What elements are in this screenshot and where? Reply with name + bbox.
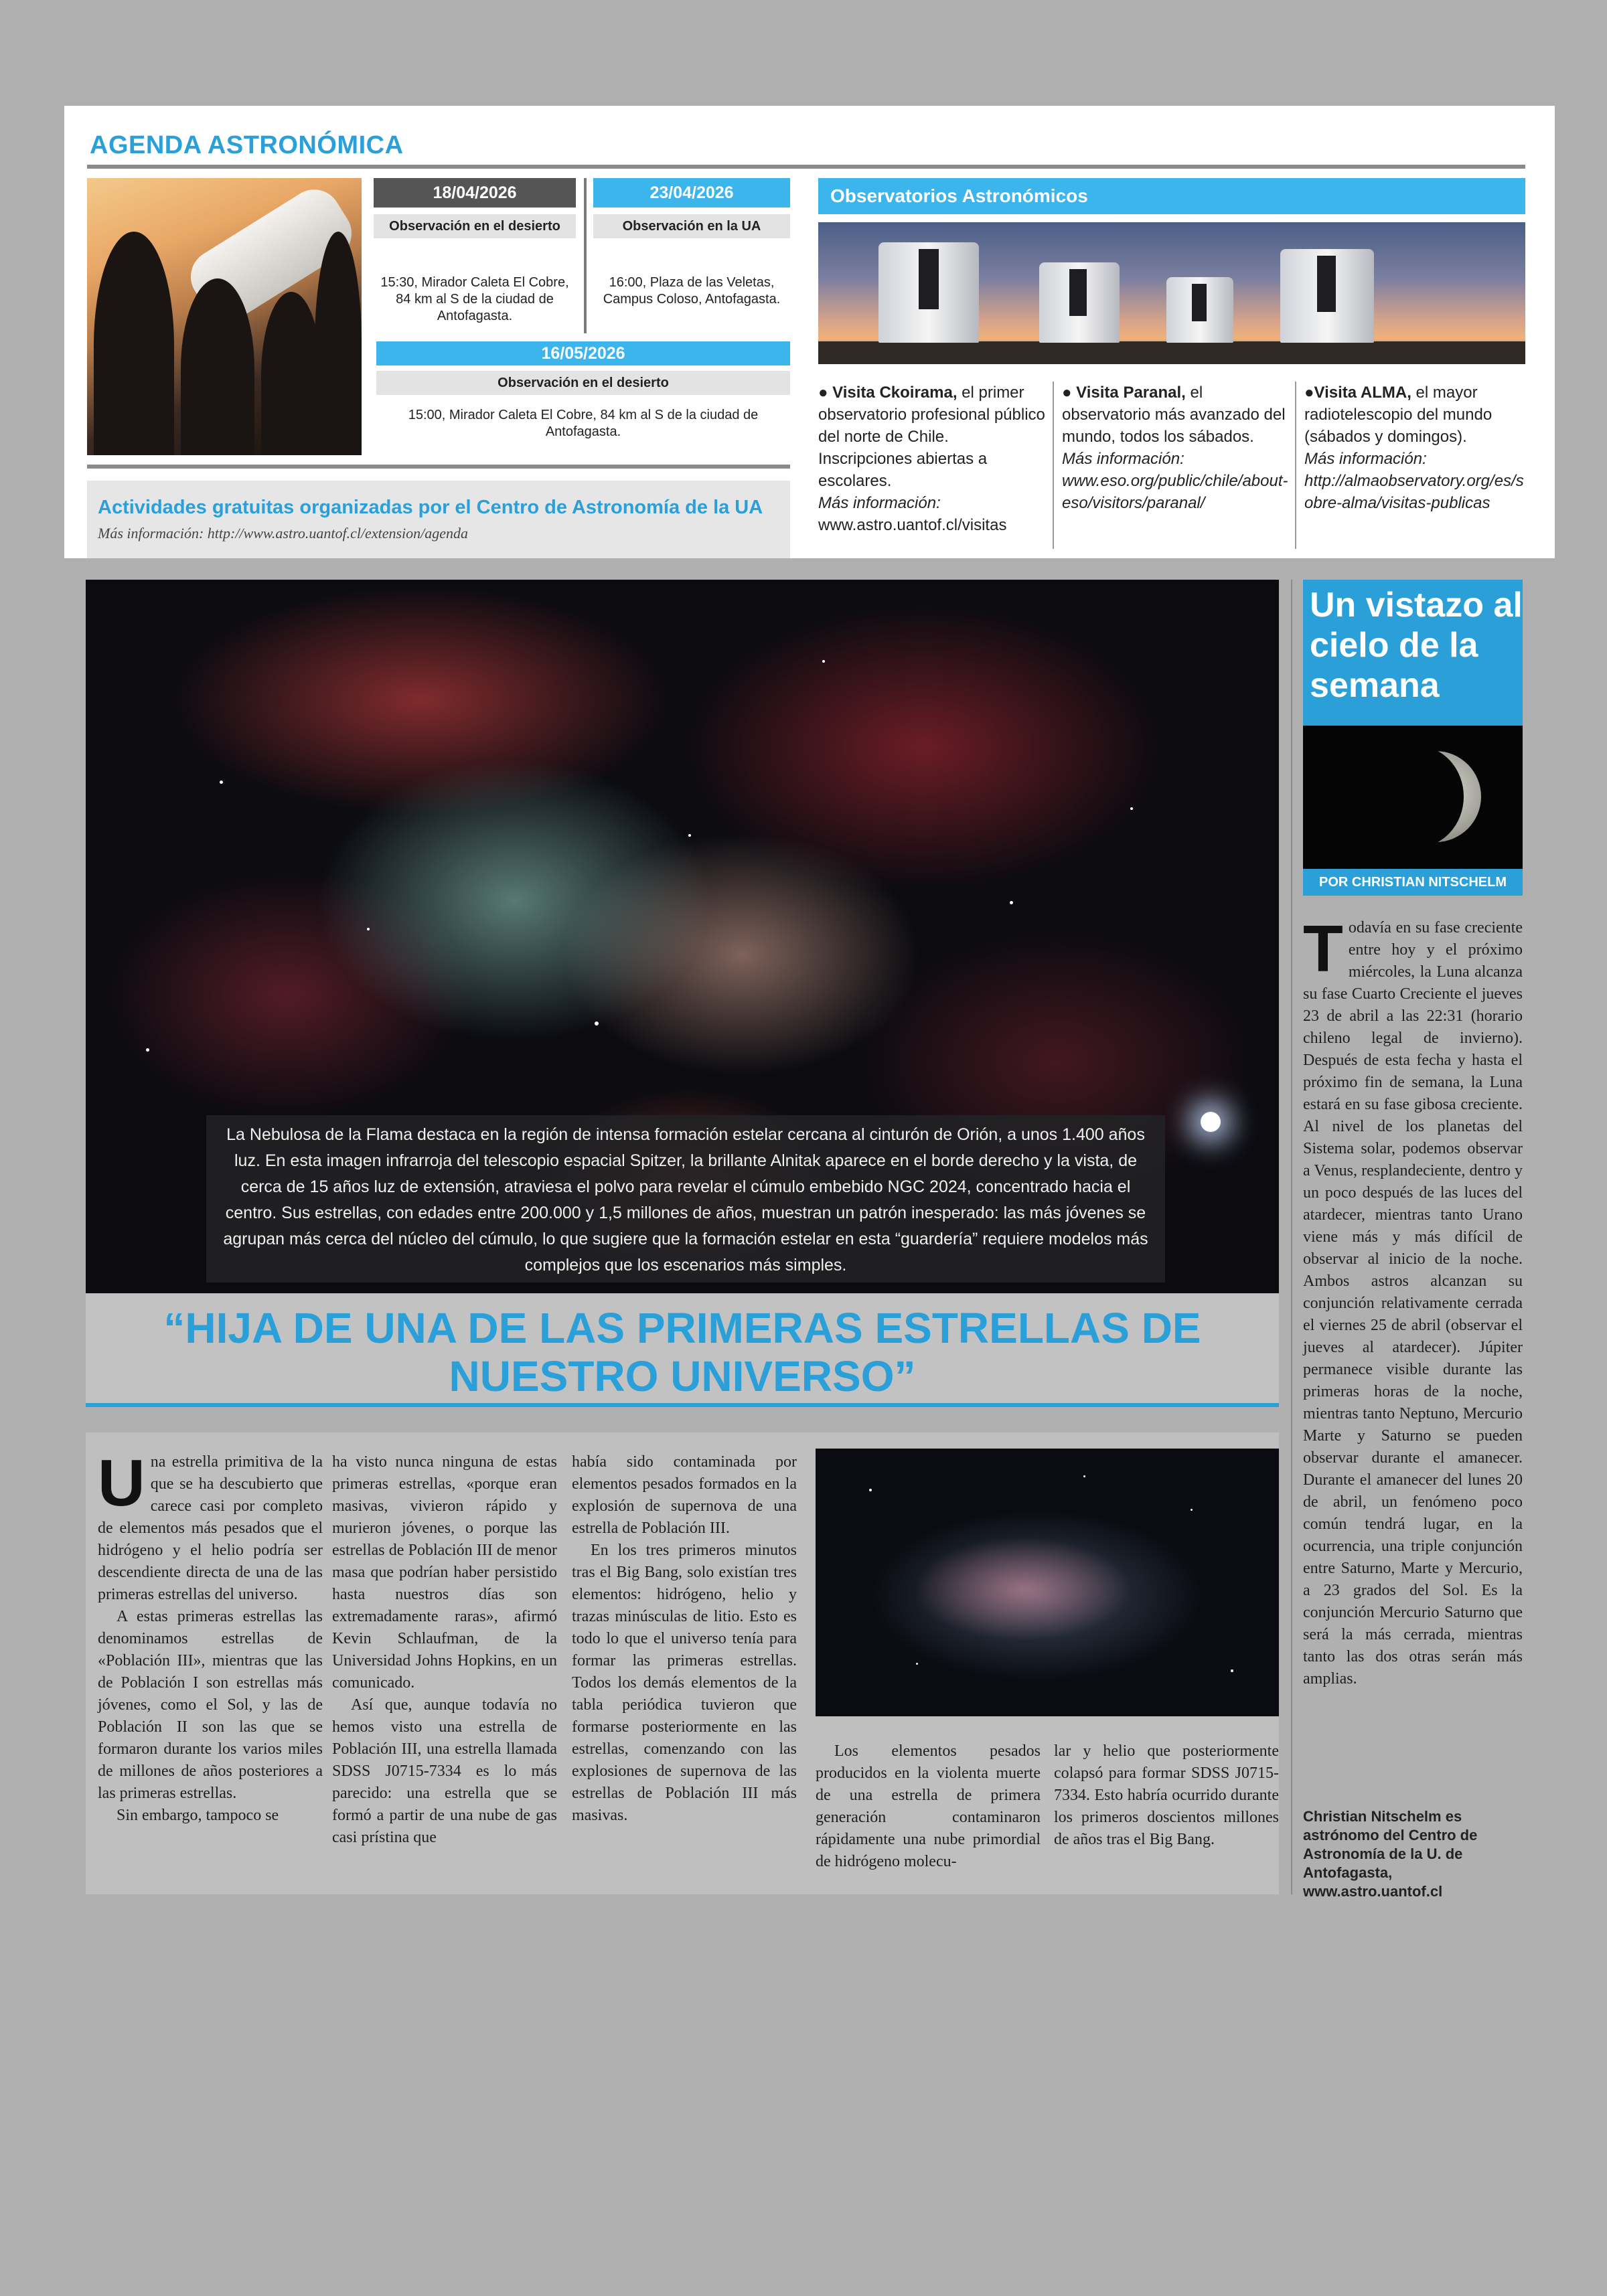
alma-link[interactable]: http://almaobservatory.org/es/sobre-alma/visitas-publicas xyxy=(1304,472,1524,512)
person-silhouette xyxy=(261,292,321,455)
person-silhouette xyxy=(315,232,362,455)
star xyxy=(1191,1509,1193,1511)
agenda-divider xyxy=(87,465,790,469)
alnitak-star xyxy=(1201,1112,1221,1132)
article-column-4: Los elementos pesados producidos en la violenta muerte de una estrella de primera generación contaminaron rápidamente una nube primordial de hidrógeno molecu- xyxy=(816,1742,1041,1870)
article-column-1: Una estrella primitiva de la que se ha descubierto que carece casi por completo de elementos más pesados que el hidrógeno y el helio podría ser descendiente directa de una de las primeras estrellas del universo. A estas primeras estrellas las denominamos estrellas de «Población III», mientras que las de Población I son estrellas más jóvenes, como el Sol, y las de Población II son las que se formaron durante los varios miles de millones de años posteriores a las primeras estrellas. Sin embargo, tampoco se xyxy=(98,1446,323,1824)
star xyxy=(1010,901,1013,904)
event-text: 15:00, Mirador Caleta El Cobre, 84 km al S de la ciudad de Antofagasta. xyxy=(408,408,759,439)
event-date: 16/05/2026 xyxy=(376,341,790,365)
column-divider xyxy=(1295,382,1296,549)
star xyxy=(595,1021,599,1026)
sidebar-title: Un vistazo al cielo de la semana xyxy=(1310,586,1523,705)
event-text: 15:30, Mirador Caleta El Cobre, 84 km al S de la ciudad de Antofagasta. xyxy=(380,275,569,323)
star xyxy=(1083,1475,1085,1477)
sidebar-byline: POR CHRISTIAN NITSCHELM xyxy=(1303,869,1523,896)
event-date: 18/04/2026 xyxy=(374,178,576,208)
moon-shadow xyxy=(1370,746,1464,847)
headline-band xyxy=(86,1293,1279,1406)
star xyxy=(1130,807,1133,810)
event-text: 16:00, Plaza de las Veletas, Campus Coloso, Antofagasta. xyxy=(603,275,781,307)
star xyxy=(869,1489,872,1491)
observatory-paranal: ● Visita Paranal, el observatorio más avanzado del mundo, todos los sábados. Más información: www.eso.org/public/chile/about-eso/visitors/paranal/ xyxy=(1062,384,1288,512)
event-date: 23/04/2026 xyxy=(593,178,790,208)
ckoirama-link[interactable]: www.astro.uantof.cl/visitas xyxy=(818,516,1007,534)
telescope-building xyxy=(878,242,979,343)
person-silhouette xyxy=(94,232,174,455)
star xyxy=(916,1663,918,1665)
star xyxy=(146,1048,149,1052)
telescope-building xyxy=(1039,262,1120,343)
person-silhouette xyxy=(181,278,254,455)
nebula-caption: La Nebulosa de la Flama destaca en la región de intensa formación estelar cercana al cinturón de Orión, a unos 1.400 años luz. En esta imagen infrarroja del telescopio espacial Spitzer, la brillante Alnitak aparece en el borde derecho y la vista, de cerca de 15 años luz de extensión, atraviesa el polvo para revelar el cúmulo embebido NGC 2024, concentrado hacia el centro. Sus estrellas, con edades entre 200.000 y 1,5 millones de años, muestran un patrón inesperado: las más jóvenes se agrupan más cerca del núcleo del cúmulo, lo que sugiere que la formación estelar en esta “guardería” requiere modelos más complejos que los escenarios más simples. xyxy=(223,1125,1148,1275)
nebula-photo xyxy=(86,580,1279,1293)
star xyxy=(688,834,691,837)
article-column-2: ha visto nunca ninguna de estas primeras estrellas, «porque eran masivas, vivieron rápido y murieron jóvenes, o porque las estrellas de Población III de menor masa que podrían haber persistido hasta nuestros días son extremadamente raras», afirmó Kevin Schlaufman, de la Universidad Johns Hopkins, en un comunicado. Así que, aunque todavía no hemos visto una estrella de Población III, una estrella llamada SDSS J0715-7334 es lo más parecido: una estrella que se formó a partir de una nube de gas casi prístina que xyxy=(332,1453,557,1846)
star xyxy=(1231,1669,1233,1672)
free-activities-title: Actividades gratuitas organizadas por el Centro de Astronomía de la UA xyxy=(98,497,763,518)
observatory-photo xyxy=(818,222,1525,364)
agenda-divider xyxy=(87,165,1525,169)
author-signature: Christian Nitschelm es astrónomo del Centro de Astronomía de la U. de Antofagasta, www.astro.uantof.cl xyxy=(1303,1808,1478,1900)
event-title: Observación en el desierto xyxy=(374,214,576,238)
telescope-photo xyxy=(87,178,362,455)
agenda-section xyxy=(64,106,1555,558)
paranal-link[interactable]: www.eso.org/public/chile/about-eso/visitors/paranal/ xyxy=(1062,472,1288,512)
observatory-alma: ●Visita ALMA, el mayor radiotelescopio del mundo (sábados y domingos). Más información: http://almaobservatory.org/es/sobre-alma/visitas-publicas xyxy=(1304,384,1524,512)
free-activities-link[interactable]: Más información: http://www.astro.uantof.cl/extension/agenda xyxy=(98,525,469,542)
telescope-building xyxy=(1166,277,1233,343)
free-activities-box xyxy=(87,481,790,558)
sidebar-divider xyxy=(1291,580,1292,1894)
event-title: Observación en el desierto xyxy=(376,371,790,395)
drop-cap: U xyxy=(98,1446,145,1520)
article-column-5: lar y helio que posteriormente colapsó para formar SDSS J0715-7334. Esto habría ocurrido durante los primeros doscientos millones de años tras el Big Bang. xyxy=(1054,1742,1279,1848)
column-divider xyxy=(1053,382,1054,549)
agenda-title: AGENDA ASTRONÓMICA xyxy=(90,131,404,159)
star xyxy=(367,928,370,930)
article-column-3: había sido contaminada por elementos pesados formados en la explosión de supernova de una estrella de Población III. En los tres primeros minutos tras el Big Bang, solo existían tres elementos: hidrógeno, helio y trazas minúsculas de litio. Esto es todo lo que el universo tenía para formar las primeras estrellas. Todos los demás elementos de la tabla periódica tuvieron que formarse posteriormente en las estrellas, comenzando con las explosiones de supernova de las estrellas de Población III más masivas. xyxy=(572,1453,797,1824)
star xyxy=(822,660,825,663)
observatory-ckoirama: ● Visita Ckoirama, el primer observatorio profesional público del norte de Chile. Inscripciones abiertas a escolares. Más información: www.astro.uantof.cl/visitas xyxy=(818,384,1045,534)
observatories-header: Observatorios Astronómicos xyxy=(818,178,1525,214)
event-divider xyxy=(584,178,587,333)
moon-photo xyxy=(1303,726,1523,869)
ground xyxy=(818,341,1525,364)
headline-rule xyxy=(86,1403,1279,1407)
star xyxy=(220,781,223,784)
event-title: Observación en la UA xyxy=(593,214,790,238)
sidebar-header xyxy=(1303,580,1523,726)
nebula-caption-box xyxy=(206,1115,1165,1283)
article-headline: “HIJA DE UNA DE LAS PRIMERAS ESTRELLAS DE NUESTRO UNIVERSO” xyxy=(163,1304,1201,1400)
article-body xyxy=(86,1432,1279,1894)
sidebar-text: Todavía en su fase creciente entre hoy y el próximo miércoles, la Luna alcanza su fase Cuarto Creciente el jueves 23 de abril a las 22:31 (horario chileno legal de invierno). Después de esta fecha y hasta el próximo fin de semana, la Luna estará en su fase gibosa creciente. Al nivel de los planetas del Sistema solar, podemos observar a Venus, resplandeciente, dentro y un poco después de las luces del atardecer, mientras tanto Urano viene más y más difícil de observar al inicio de la noche. Ambos astros alcanzan su conjunción relativamente cerrada el viernes 25 de abril (observar el jueves al atardecer). Júpiter permanece visible durante las primeras horas de la noche, mientras tanto Neptuno, Mercurio Marte y Saturno se pueden observar durante el amanecer. Durante el amanecer del lunes 20 de abril, un fenómeno poco común tendrá lugar, en la ocurrencia, una triple conjunción entre Saturno, Marte y Mercurio, a 23 grados del Sol. Es la conjunción Mercurio Saturno que será la más cerrada, mientras tanto las dos otras serán más amplias. xyxy=(1303,912,1523,1688)
telescope-building xyxy=(1280,249,1374,343)
drop-cap: T xyxy=(1303,912,1343,985)
galaxy-photo xyxy=(816,1449,1279,1716)
